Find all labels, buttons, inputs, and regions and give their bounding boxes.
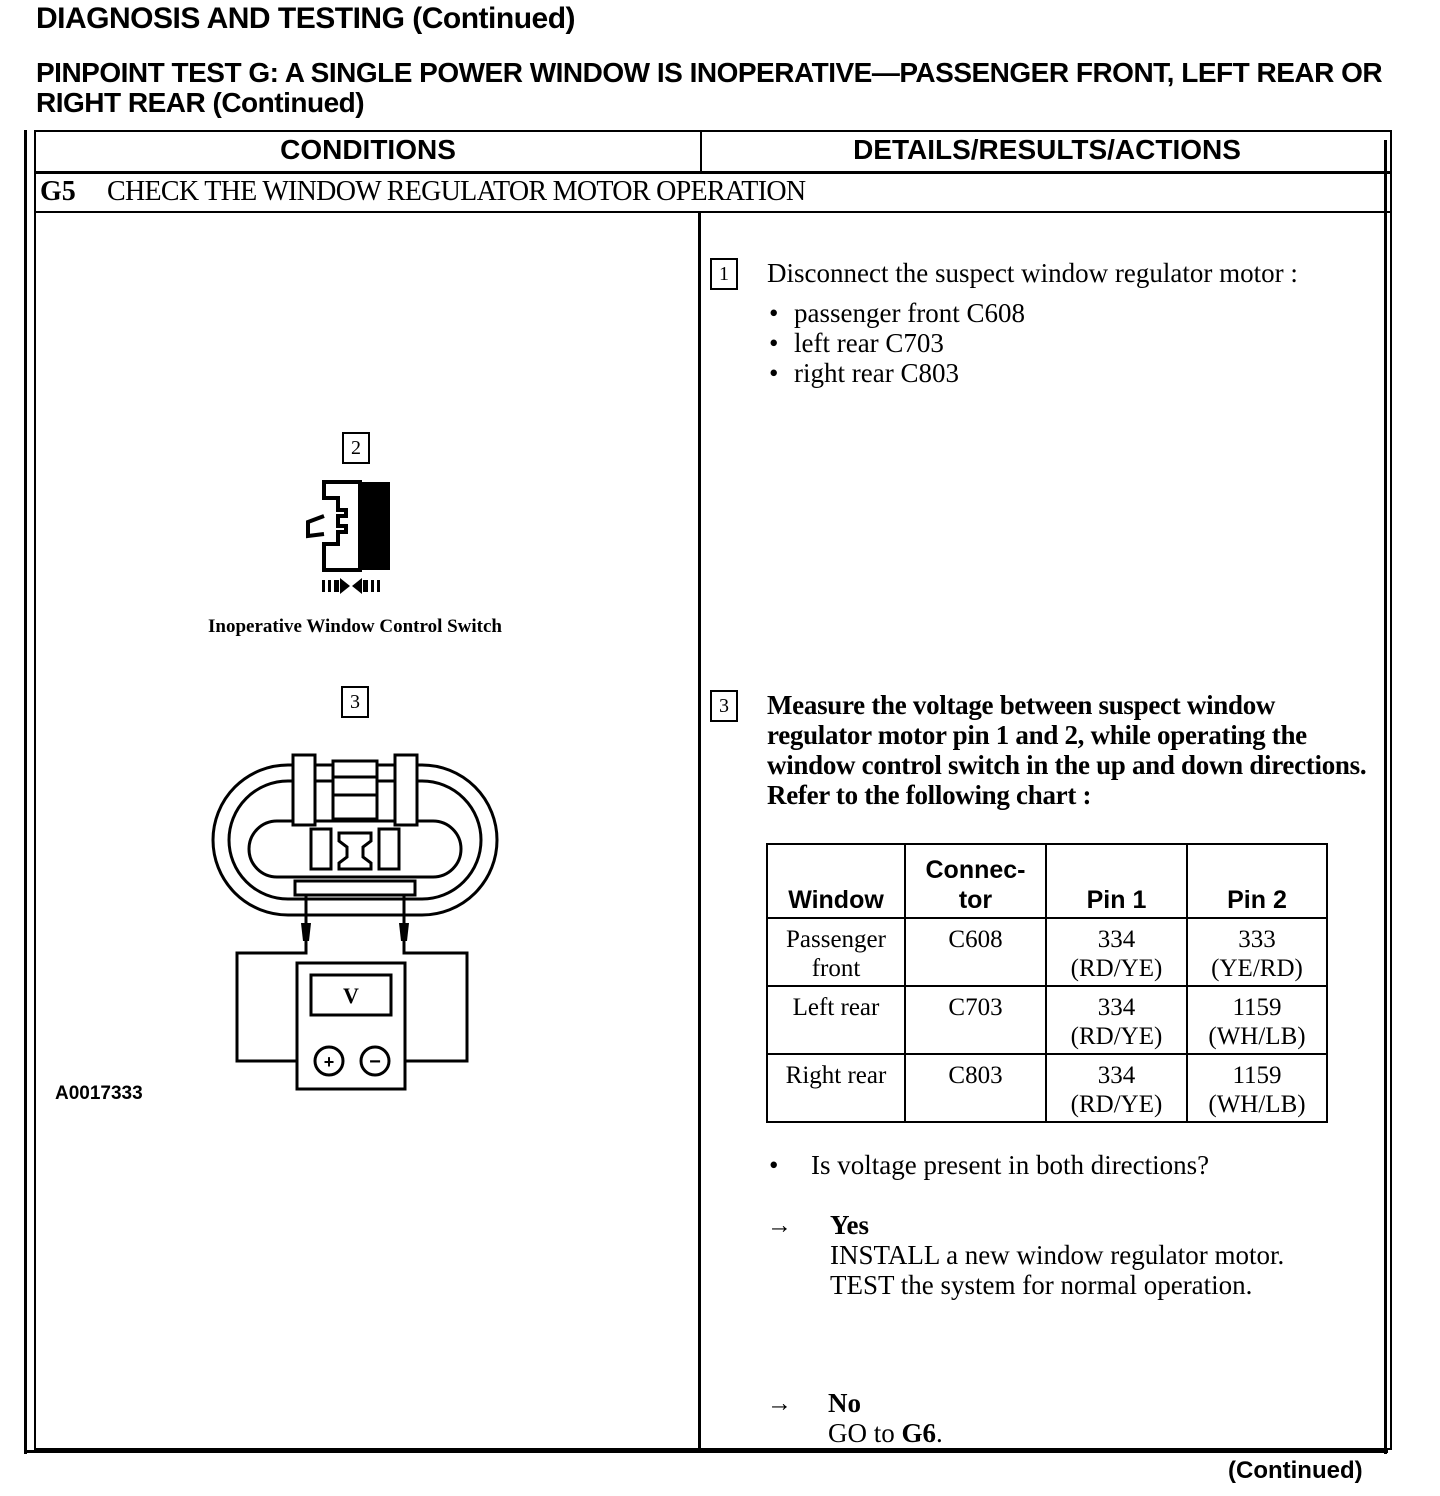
table-header-connector-text: Connec-tor xyxy=(925,856,1026,914)
page-title: DIAGNOSIS AND TESTING (Continued) xyxy=(36,2,576,35)
cell-pin1-circuit: 334 xyxy=(1097,1062,1136,1089)
step-3-instruction: Measure the voltage between suspect window regulator motor pin 1 and 2, while operating the window control switch in the up and down directions. Refer to the following chart : xyxy=(767,690,1367,810)
no-action-suffix: . xyxy=(936,1418,943,1448)
cell-pin1-color: (RD/YE) xyxy=(1070,955,1163,982)
table-header-pin1: Pin 1 xyxy=(1046,844,1187,918)
result-question xyxy=(767,1150,1209,1180)
voltmeter-connector-illustration xyxy=(205,745,505,1100)
frame-shadow-left xyxy=(24,130,27,1454)
cell-pin2 xyxy=(1187,986,1327,1054)
voltmeter-icon xyxy=(237,941,467,1089)
switch-illustration-caption: Inoperative Window Control Switch xyxy=(207,616,502,637)
cell-connector: C608 xyxy=(905,918,1046,986)
yes-label: Yes xyxy=(830,1210,869,1240)
motor-connector-icon xyxy=(213,755,497,923)
probe-icon xyxy=(301,923,409,941)
table-header-connector xyxy=(905,844,1046,918)
frame-shadow-bottom xyxy=(24,1450,1388,1453)
table-header-pin2: Pin 2 xyxy=(1187,844,1327,918)
list-item: • Is voltage present in both directions? xyxy=(767,1150,1209,1180)
header-divider xyxy=(34,171,1392,174)
pin-voltage-table xyxy=(766,843,1328,1123)
table-header-row xyxy=(767,844,1327,918)
list-item: • right rear C803 xyxy=(767,358,1025,388)
window-switch-connector-illustration xyxy=(300,474,400,602)
list-item: • left rear C703 xyxy=(767,328,1025,358)
switch-connector-icon xyxy=(308,482,390,570)
cell-pin2-circuit: 333 xyxy=(1238,926,1276,953)
yes-action-test: TEST the system for normal operation. xyxy=(830,1270,1253,1300)
column-header-details: DETAILS/RESULTS/ACTIONS xyxy=(853,134,1241,165)
step-title: CHECK THE WINDOW REGULATOR MOTOR OPERATION xyxy=(107,176,806,207)
cell-pin2-circuit: 1159 xyxy=(1232,1062,1282,1089)
no-action-target-link[interactable]: G6 xyxy=(901,1418,937,1448)
action-step-3-badge: 3 xyxy=(710,690,738,722)
connector-list xyxy=(767,298,1025,388)
cell-pin1 xyxy=(1046,918,1187,986)
no-action xyxy=(828,1418,943,1448)
cell-pin1-circuit: 334 xyxy=(1097,994,1136,1021)
no-arrow-icon: → xyxy=(767,1390,792,1417)
figure-id: A0017333 xyxy=(55,1083,143,1104)
voltmeter-symbol: V xyxy=(343,983,359,1008)
table-row xyxy=(767,1054,1327,1122)
cell-pin2 xyxy=(1187,1054,1327,1122)
cell-pin2-color: (WH/LB) xyxy=(1208,1091,1306,1118)
list-item: • passenger front C608 xyxy=(767,298,1025,328)
cell-pin1 xyxy=(1046,1054,1187,1122)
cell-pin2-circuit: 1159 xyxy=(1232,994,1282,1021)
pinpoint-test-title: PINPOINT TEST G: A SINGLE POWER WINDOW IS INOPERATIVE—PASSENGER FRONT, LEFT REAR OR RIGHT REAR (Continued) xyxy=(36,57,1383,118)
continued-footer: (Continued) xyxy=(1228,1457,1363,1484)
positive-terminal-label: + xyxy=(323,1052,335,1072)
table-row xyxy=(767,986,1327,1054)
cell-pin2-color: (WH/LB) xyxy=(1208,1023,1306,1050)
illustration-step-3-badge: 3 xyxy=(341,686,369,718)
cell-window: Left rear xyxy=(767,986,905,1054)
table-header-window: Window xyxy=(767,844,905,918)
column-header-conditions: CONDITIONS xyxy=(280,134,456,165)
no-action-prefix: GO to xyxy=(828,1418,902,1448)
cell-pin2-color: (YE/RD) xyxy=(1211,955,1303,982)
yes-action-install: INSTALL a new window regulator motor. xyxy=(830,1240,1285,1270)
push-together-arrows-icon xyxy=(322,578,380,594)
cell-pin1 xyxy=(1046,986,1187,1054)
step-code: G5 xyxy=(40,176,76,207)
cell-pin2 xyxy=(1187,918,1327,986)
negative-terminal-label: − xyxy=(369,1051,381,1073)
no-label: No xyxy=(828,1388,861,1418)
cell-window-text: Passenger front xyxy=(786,926,886,982)
table-row xyxy=(767,918,1327,986)
cell-connector: C803 xyxy=(905,1054,1046,1122)
step-divider xyxy=(34,211,1392,213)
cell-pin1-color: (RD/YE) xyxy=(1070,1091,1163,1118)
cell-window xyxy=(767,918,905,986)
step-1-instruction: Disconnect the suspect window regulator motor : xyxy=(767,258,1298,288)
illustration-step-2-badge: 2 xyxy=(342,432,370,464)
column-divider xyxy=(698,212,701,1452)
cell-pin1-color: (RD/YE) xyxy=(1070,1023,1163,1050)
cell-window: Right rear xyxy=(767,1054,905,1122)
action-step-1-badge: 1 xyxy=(710,258,738,290)
cell-pin1-circuit: 334 xyxy=(1097,926,1136,953)
cell-connector: C703 xyxy=(905,986,1046,1054)
yes-arrow-icon: → xyxy=(767,1212,792,1239)
